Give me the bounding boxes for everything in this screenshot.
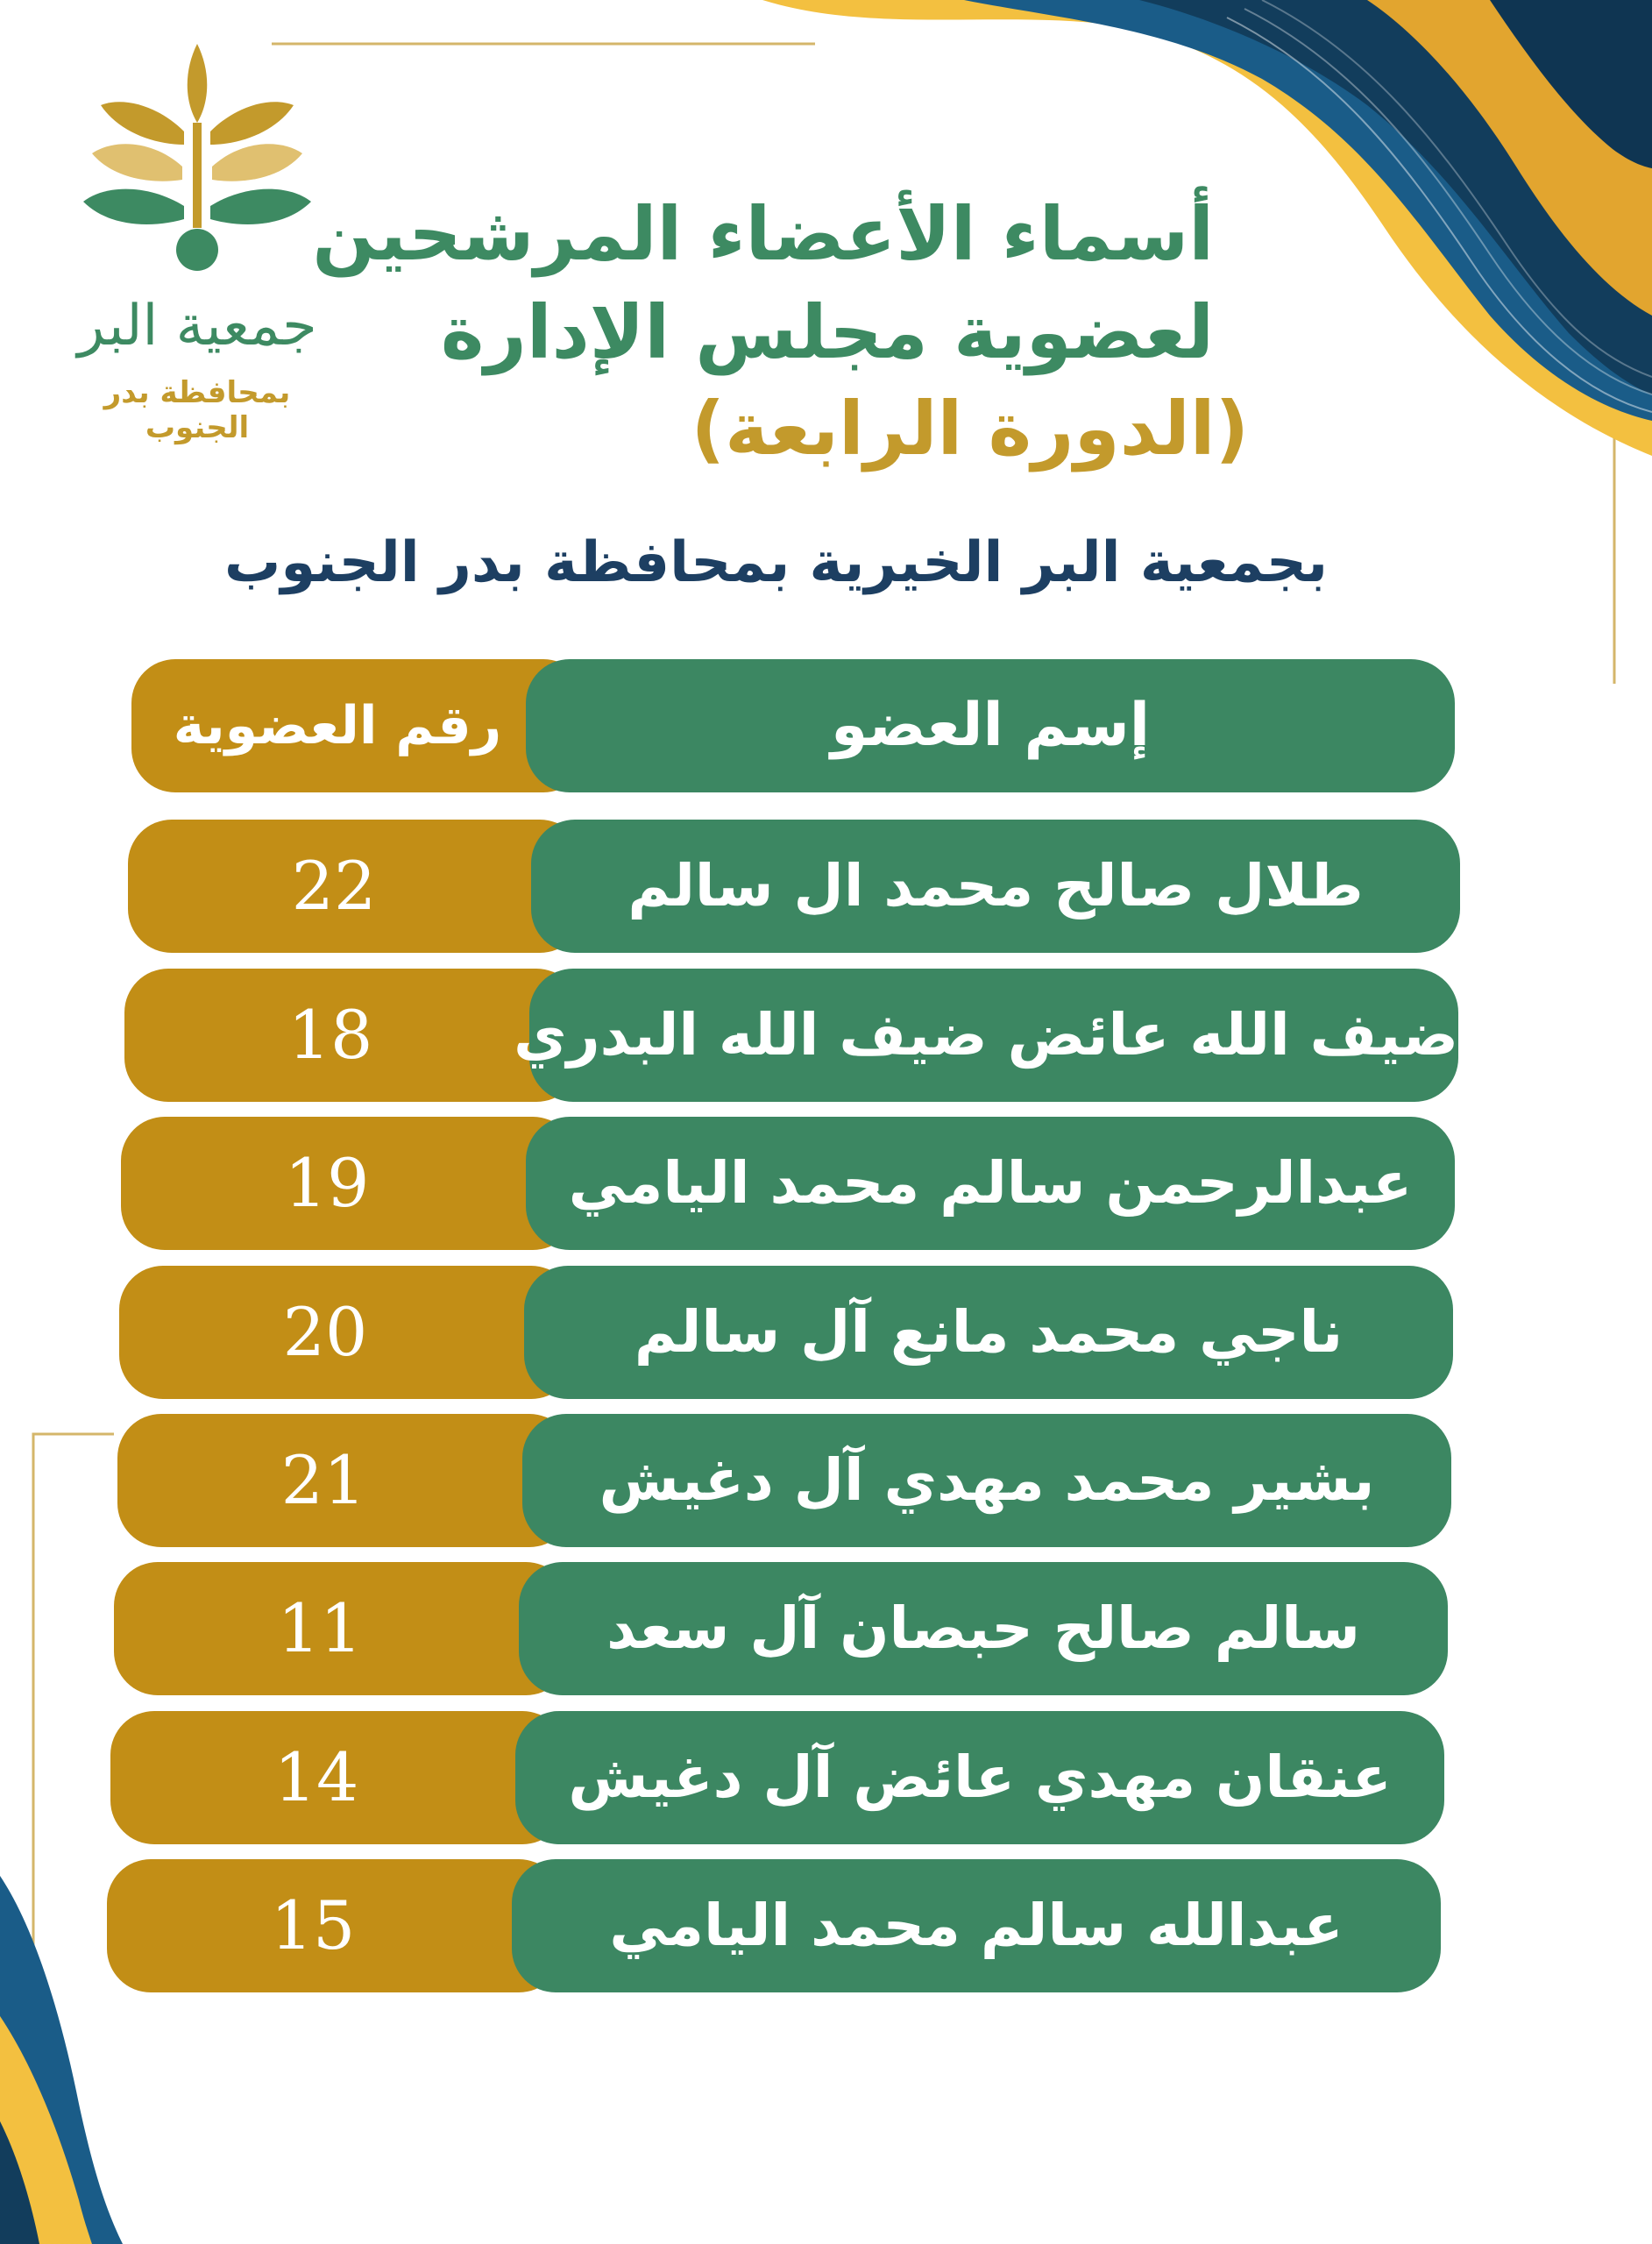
wheat-logo-icon [53,35,342,298]
column-header-name: إسم العضو [830,691,1151,760]
title-line-1: أسماء الأعضاء المرشحين [312,191,1214,277]
name-cell [512,1859,1441,1992]
table-row [124,969,1458,1102]
member-name: طلال صالح محمد ال سالم [627,852,1364,920]
membership-number: 15 [270,1886,356,1964]
number-cell [110,1711,566,1844]
membership-number: 18 [287,996,373,1074]
name-cell [515,1711,1444,1844]
title-line-2: لعضوية مجلس الإدارة [440,289,1214,375]
membership-number: 11 [277,1589,363,1667]
name-cell [531,820,1460,953]
number-cell [128,820,584,953]
member-name: ناجي محمد مانع آل سالم [634,1298,1344,1366]
title-line-3: (الدورة الرابعة) [691,386,1249,472]
subtitle: بجمعية البر الخيرية بمحافظة بدر الجنوب [224,530,1328,595]
membership-number: 14 [273,1738,359,1816]
membership-number: 22 [291,847,377,925]
header-number-cell [131,659,587,792]
table-row [117,1414,1451,1547]
number-cell [121,1117,577,1250]
table-header [131,659,1455,792]
table-row [114,1562,1448,1695]
member-name: ضيف الله عائض ضيف الله البدري [514,1001,1458,1069]
logo-name: جمعية البر [77,294,317,359]
table-row [119,1266,1453,1399]
member-name: عبدالرحمن سالم محمد اليامي [568,1149,1413,1217]
table-row [128,820,1460,953]
table-row [110,1711,1444,1844]
member-name: عنقان مهدي عائض آل دغيش [568,1743,1392,1811]
number-cell [114,1562,570,1695]
column-header-number: رقم العضوية [173,695,502,756]
logo [53,35,342,445]
number-cell [119,1266,575,1399]
number-cell [124,969,580,1102]
name-cell [514,969,1458,1102]
table-row [121,1117,1455,1250]
membership-number: 19 [284,1144,370,1222]
name-cell [519,1562,1448,1695]
name-cell [526,1117,1455,1250]
member-name: سالم صالح حبصان آل سعد [606,1594,1360,1662]
membership-number: 20 [282,1293,368,1371]
bottom-left-wave [0,1876,123,2244]
name-cell [524,1266,1453,1399]
membership-number: 21 [280,1441,366,1519]
table-row [107,1859,1441,1992]
member-name: بشير محمد مهدي آل دغيش [599,1446,1375,1514]
header-name-cell [526,659,1455,792]
member-name: عبدالله سالم محمد اليامي [609,1892,1344,1959]
name-cell [522,1414,1451,1547]
number-cell [107,1859,563,1992]
number-cell [117,1414,573,1547]
logo-subtitle: بمحافظة بدر الجنوب [103,375,291,445]
